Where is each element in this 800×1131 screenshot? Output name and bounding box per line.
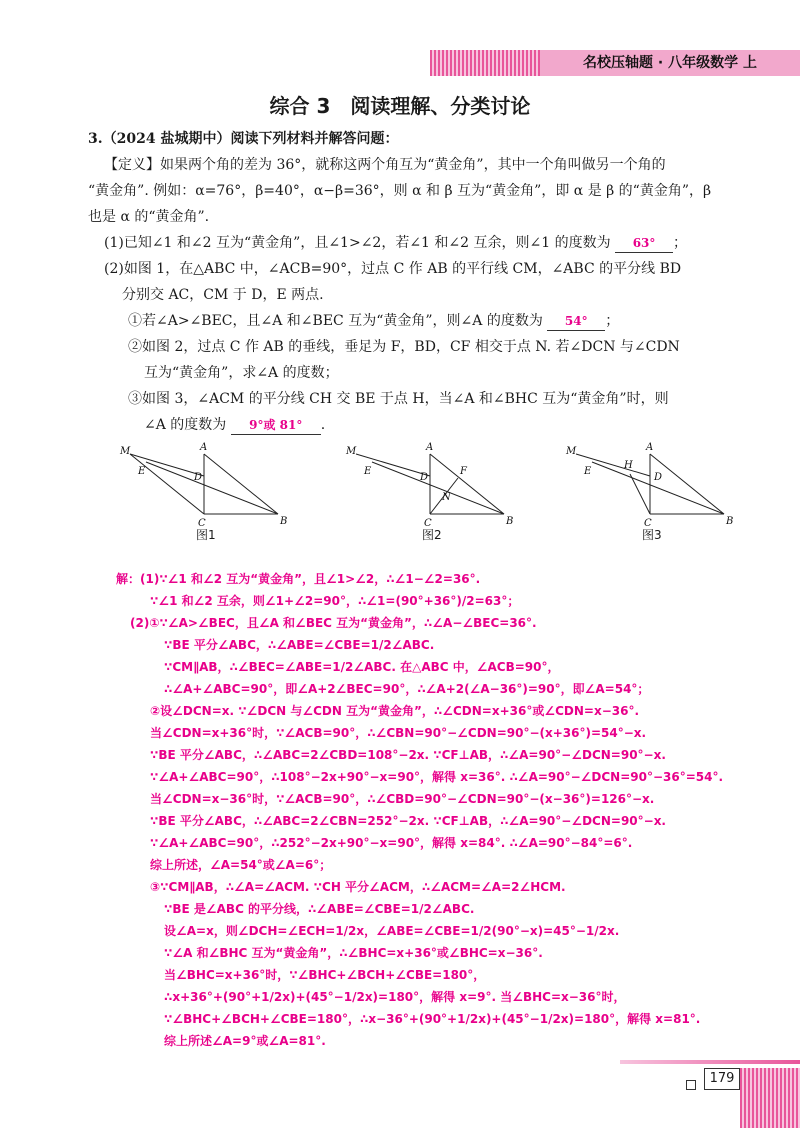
- fig2-label: F: [460, 466, 467, 477]
- fig3-label: E: [584, 466, 592, 477]
- fig1-label: C: [198, 518, 206, 529]
- question-2-3: ∠A 的度数为 9°或 81° .: [144, 417, 326, 433]
- solution-block: [116, 568, 756, 1052]
- question-2-2-line: 互为“黄金角”，求∠A 的度数；: [144, 365, 339, 381]
- fig3-label: M: [566, 446, 577, 457]
- solution-line: 综上所述∠A=9°或∠A=81°.: [164, 1034, 326, 1048]
- solution-line: 解：(1)∵∠1 和∠2 互为“黄金角”，且∠1>∠2，∴∠1−∠2=36°.: [116, 572, 481, 586]
- corner-mark: [686, 1080, 696, 1090]
- fig2-label: N: [442, 492, 451, 503]
- definition-line: 【定义】如果两个角的差为 36°，就称这两个角互为“黄金角”，其中一个角叫做另一个角的: [104, 157, 666, 173]
- problem-intro: 3.（2024 盐城期中）阅读下列材料并解答问题：: [88, 131, 399, 147]
- fig2-label: B: [506, 516, 514, 527]
- fig3-label: C: [644, 518, 652, 529]
- solution-line: ∵∠A+∠ABC=90°，∴108°−2x+90°−x=90°，解得 x=36°. ∴∠A=90°−∠DCN=90°−36°=54°.: [150, 770, 724, 784]
- solution-line: 当∠BHC=x+36°时，∵∠BHC+∠BCH+∠CBE=180°，: [164, 968, 486, 982]
- figure-2-diagram: [342, 440, 522, 530]
- answer-blank-1: 63°: [615, 234, 673, 253]
- figure-3-diagram: [562, 440, 742, 530]
- solution-line: ∵∠BHC+∠BCH+∠CBE=180°，∴x−36°+(90°+1/2x)+(45°−1/2x)=180°，解得 x=81°.: [164, 1012, 701, 1026]
- problem-block: [88, 126, 748, 438]
- question-2-3-text: ∠A 的度数为: [144, 417, 227, 433]
- question-2-3-line: ③如图 3，∠ACM 的平分线 CH 交 BE 于点 H，当∠A 和∠BHC 互为“黄金角”时，则: [128, 391, 669, 407]
- question-1-text: (1)已知∠1 和∠2 互为“黄金角”，且∠1>∠2，若∠1 和∠2 互余，则∠1 的度数为: [104, 235, 611, 251]
- definition-line: “黄金角”. 例如：α=76°，β=40°，α−β=36°，则 α 和 β 互为“黄金角”，即 α 是 β 的“黄金角”，β: [88, 183, 712, 199]
- solution-line: ∴∠A+∠ABC=90°，即∠A+2∠BEC=90°，∴∠A+2(∠A−36°)=90°，即∠A=54°；: [164, 682, 650, 696]
- question-1: (1)已知∠1 和∠2 互为“黄金角”，且∠1>∠2，若∠1 和∠2 互余，则∠1 的度数为 63° ；: [104, 235, 688, 251]
- solution-line: 设∠A=x，则∠DCH=∠ECH=1/2x，∠ABE=∠CBE=1/2(90°−x)=45°−1/2x.: [164, 924, 620, 938]
- solution-line: ∵BE 平分∠ABC，∴∠ABC=2∠CBN=252°−2x. ∵CF⊥AB，∴∠A=90°−∠DCN=90°−x.: [150, 814, 666, 828]
- question-2-line: 分别交 AC，CM 于 D，E 两点.: [122, 287, 324, 303]
- fig3-label: A: [646, 442, 654, 453]
- solution-line: ∴x+36°+(90°+1/2x)+(45°−1/2x)=180°，解得 x=9°. 当∠BHC=x−36°时，: [164, 990, 626, 1004]
- answer-blank-2-3: 9°或 81°: [231, 416, 321, 435]
- fig1-label: A: [200, 442, 208, 453]
- footer-decoration: [740, 1068, 800, 1128]
- solution-line: ∵BE 是∠ABC 的平分线，∴∠ABE=∠CBE=1/2∠ABC.: [164, 902, 475, 916]
- solution-line: ②设∠DCN=x. ∵∠DCN 与∠CDN 互为“黄金角”，∴∠CDN=x+36°或∠CDN=x−36°.: [150, 704, 640, 718]
- page-number: 179: [704, 1068, 740, 1090]
- solution-line: ③∵CM∥AB，∴∠A=∠ACM. ∵CH 平分∠ACM，∴∠ACM=∠A=2∠HCM.: [150, 880, 566, 894]
- fig2-label: A: [426, 442, 434, 453]
- fig2-label: D: [420, 472, 429, 483]
- solution-line: ∵∠A+∠ABC=90°，∴252°−2x+90°−x=90°，解得 x=84°. ∴∠A=90°−84°=6°.: [150, 836, 633, 850]
- answer-blank-2-1: 54°: [547, 312, 605, 331]
- question-2-1: ①若∠A>∠BEC，且∠A 和∠BEC 互为“黄金角”，则∠A 的度数为 54° ；: [128, 313, 620, 329]
- fig1-label: D: [194, 472, 203, 483]
- figure-1-caption: 图1: [196, 528, 216, 542]
- figure-row: [116, 440, 746, 540]
- figure-3-caption: 图3: [642, 528, 662, 542]
- fig3-label: D: [654, 472, 663, 483]
- figure-2-caption: 图2: [422, 528, 442, 542]
- question-2-1-text: ①若∠A>∠BEC，且∠A 和∠BEC 互为“黄金角”，则∠A 的度数为: [128, 313, 543, 329]
- fig3-label: H: [624, 460, 633, 471]
- fig1-label: E: [138, 466, 146, 477]
- question-2-line: (2)如图 1，在△ABC 中，∠ACB=90°，过点 C 作 AB 的平行线 CM，∠ABC 的平分线 BD: [104, 261, 682, 277]
- definition-line: 也是 α 的“黄金角”.: [88, 209, 210, 225]
- series-title: 名校压轴题 · 八年级数学 上: [540, 50, 800, 76]
- fig3-label: B: [726, 516, 734, 527]
- section-title: 综合 3 阅读理解、分类讨论: [269, 94, 531, 118]
- question-2-2-line: ②如图 2，过点 C 作 AB 的垂线，垂足为 F，BD，CF 相交于点 N. 若∠DCN 与∠CDN: [128, 339, 680, 355]
- footer-rule: [620, 1060, 800, 1064]
- fig1-label: B: [280, 516, 288, 527]
- fig1-label: M: [120, 446, 131, 457]
- solution-line: ∵∠A 和∠BHC 互为“黄金角”，∴∠BHC=x+36°或∠BHC=x−36°.: [164, 946, 543, 960]
- solution-line: 综上所述，∠A=54°或∠A=6°；: [150, 858, 332, 872]
- fig2-label: E: [364, 466, 372, 477]
- solution-line: ∵CM∥AB，∴∠BEC=∠ABE=1/2∠ABC. 在△ABC 中，∠ACB=90°，: [164, 660, 560, 674]
- solution-line: 当∠CDN=x−36°时，∵∠ACB=90°，∴∠CBD=90°−∠CDN=90°−(x−36°)=126°−x.: [150, 792, 655, 806]
- solution-line: (2)①∵∠A>∠BEC，且∠A 和∠BEC 互为“黄金角”，∴∠A−∠BEC=36°.: [130, 616, 537, 630]
- fig2-label: C: [424, 518, 432, 529]
- solution-line: ∵BE 平分∠ABC，∴∠ABE=∠CBE=1/2∠ABC.: [164, 638, 435, 652]
- fig2-label: M: [346, 446, 357, 457]
- figure-1-diagram: [116, 440, 296, 530]
- solution-line: 当∠CDN=x+36°时，∵∠ACB=90°，∴∠CBN=90°−∠CDN=90°−(x+36°)=54°−x.: [150, 726, 647, 740]
- solution-line: ∵BE 平分∠ABC，∴∠ABC=2∠CBD=108°−2x. ∵CF⊥AB，∴∠A=90°−∠DCN=90°−x.: [150, 748, 666, 762]
- solution-line: ∵∠1 和∠2 互余，则∠1+∠2=90°，∴∠1=(90°+36°)/2=63°；: [150, 594, 520, 608]
